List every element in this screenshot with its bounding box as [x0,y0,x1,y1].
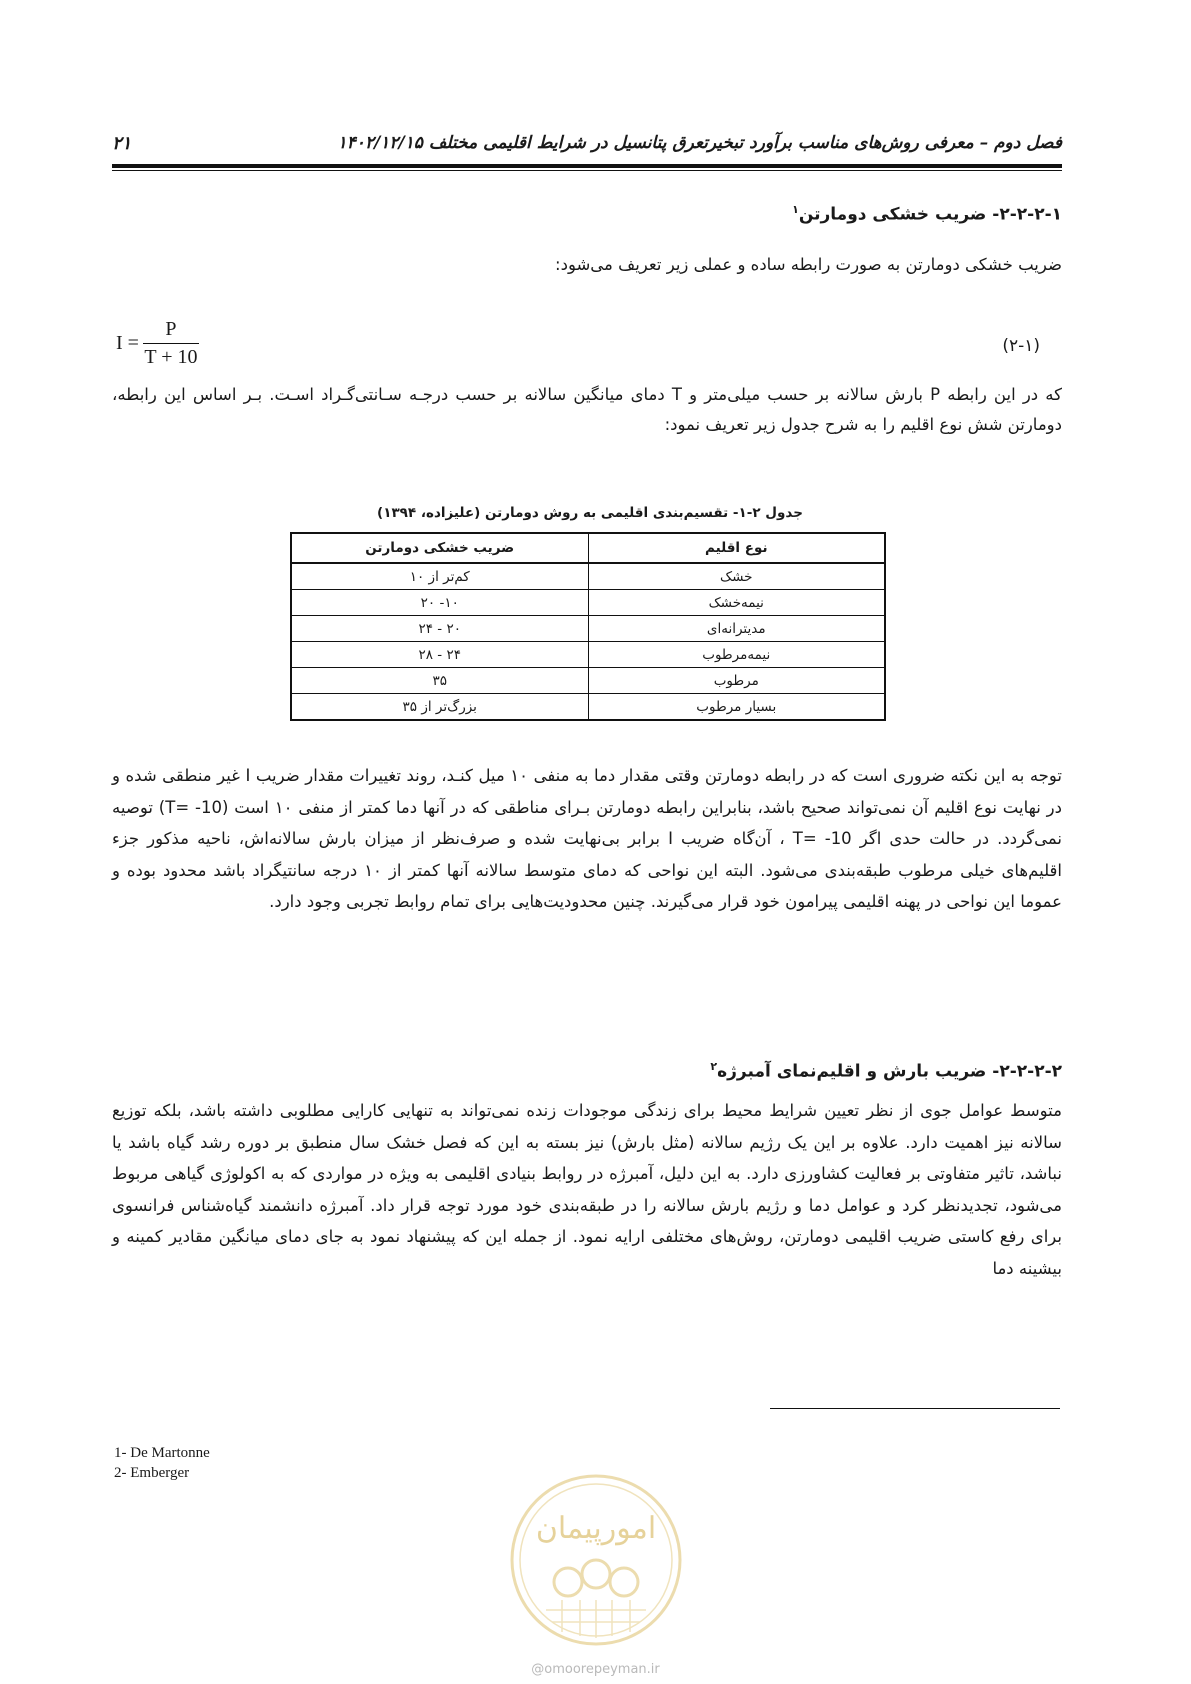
equation-denominator: T + 10 [144,346,198,368]
table-cell: ۳۵ [291,668,588,694]
table-cell: کم‌تر از ۱۰ [291,563,588,590]
table-header-climate-type: نوع اقلیم [588,533,885,563]
equation-label: (۲-۱) [1002,336,1040,356]
watermark-site: @omoorepeyman.ir [531,1662,660,1677]
table-cell: مدیترانه‌ای [588,616,885,642]
section-heading-de-martonne [112,203,1062,225]
table-row [291,694,885,721]
table-cell: خشک [588,563,885,590]
watermark-logo-text: امورپیمان [535,1511,657,1546]
table-header-aridity-index: ضریب خشکی دومارتن [291,533,588,563]
table-row [291,616,885,642]
footnote-1: 1- De Martonne [114,1445,210,1461]
table-row [291,668,885,694]
table-cell: ۲۰ - ۲۴ [291,616,588,642]
equation-numerator: P [143,318,199,344]
table-cell: بزرگ‌تر از ۳۵ [291,694,588,721]
page-number: ۲۱ [112,133,132,154]
section-heading-emberger [112,1060,1062,1082]
footnote-2: 2- Emberger [114,1465,190,1481]
watermark-seal-icon [506,1470,686,1650]
paragraph-definition: که در این رابطه P بارش سالانه بر حسب میلی‌متر و T دمای میانگین سالانه بر حسب درجـه سـانتی‌گـراد اسـت. بـر اساس این رابطه، دومارتن شش نوع اقلیم را به شرح جدول زیر تعریف نمود: [112,385,1062,434]
table-row [291,590,885,616]
paragraph-limitations: توجه به این نکته ضروری است که در رابطه دومارتن وقتی مقدار دما به منفی ۱۰ میل کنـد، روند تغییرات مقدار ضریب I غیر منطقی شده و در نهایت نوع اقلیم آن نمی‌تواند صحیح باشد، بنابراین رابطه دومارتن بـرای مناطقی که در آنها دما کمتر از منفی ۱۰ است (T= -10) توصیه نمی‌گردد. در حالت حدی اگر T= -10 ، آن‌گاه ضریب I برابر بی‌نهایت شده و صرف‌نظر از میزان بارش سالانه‌اش، ناحیه مذکور جزء اقلیم‌های خیلی مرطوب طبقه‌بندی می‌شود. البته این نواحی که دمای متوسط سالانه آنها کمتر از ۱۰ درجه سانتیگراد باشد محدود بوده و عموما این نواحی در پهنه اقلیمی پیرامون خود قرار می‌گیرند. چنین محدودیت‌هایی برای تمام روابط تجربی وجود دارد. [112,766,1063,911]
climate-classification-table [290,532,886,721]
watermark-logo [506,1470,686,1650]
heading-text: ۲-۲-۲-۱- ضریب خشکی دومارتن [798,204,1062,225]
table-row [291,563,885,590]
table-cell: ۱۰- ۲۰ [291,590,588,616]
heading-text: ۲-۲-۲-۲- ضریب بارش و اقلیم‌نمای آمبرژه [717,1061,1062,1082]
table-header-row [291,533,885,563]
table-cell: بسیار مرطوب [588,694,885,721]
table-caption: جدول ۲-۱- تقسیم‌بندی اقلیمی به روش دومارتن (علیزاده، ۱۳۹۴) [377,505,803,521]
table-cell: نیمه‌خشک [588,590,885,616]
intro-paragraph: ضریب خشکی دومارتن به صورت رابطه ساده و عملی زیر تعریف می‌شود: [555,255,1062,274]
table-cell: ۲۴ - ۲۸ [291,642,588,668]
paragraph-emberger: متوسط عوامل جوی از نظر تعیین شرایط محیط برای زندگی موجودات زنده نمی‌تواند به تنهایی کارایی مطلوبی داشته باشد، بلکه توزیع سالانه نیز اهمیت دارد. علاوه بر این یک رژیم سالانه (مثل بارش) نیز بسته به این که فصل خشک سال منطبق بر دوره رشد گیاه باشد یا نباشد، تاثیر متفاوتی بر فعالیت کشاورزی دارد. به این دلیل، آمبرژه در روابط بنیادی اقلیمی به ویژه در مواردی که به اکولوژی گیاهی مربوط می‌شود، تجدیدنظر کرد و عوامل دما و رژیم بارش سالانه را در طبقه‌بندی خود مورد توجه قرار داد. آمبرژه دانشمند گیاه‌شناس فرانسوی برای رفع کاستی ضریب اقلیمی دومارتن، روش‌های مختلفی ارایه نمود. از جمله این که پیشنهاد نمود به جای دمای میانگین مقادیر کمینه و بیشینه دما [112,1101,1062,1278]
running-header-title: فصل دوم – معرفی روش‌های مناسب برآورد تبخیرتعرق پتانسیل در شرایط اقلیمی مختلف ۱۴۰۲/۱۲/۱۵ [337,133,1062,153]
table-cell: مرطوب [588,668,885,694]
table-cell: نیمه‌مرطوب [588,642,885,668]
equation-lhs: I = [116,332,139,354]
header-rule-thin [112,170,1062,171]
table-row [291,642,885,668]
header-rule-thick [112,164,1062,168]
footnote-ref-2: ۲ [710,1060,718,1073]
equation-de-martonne [116,318,199,369]
equation-fraction [143,318,199,369]
footnote-ref-1: ۱ [792,203,799,216]
footnote-separator [770,1408,1060,1409]
